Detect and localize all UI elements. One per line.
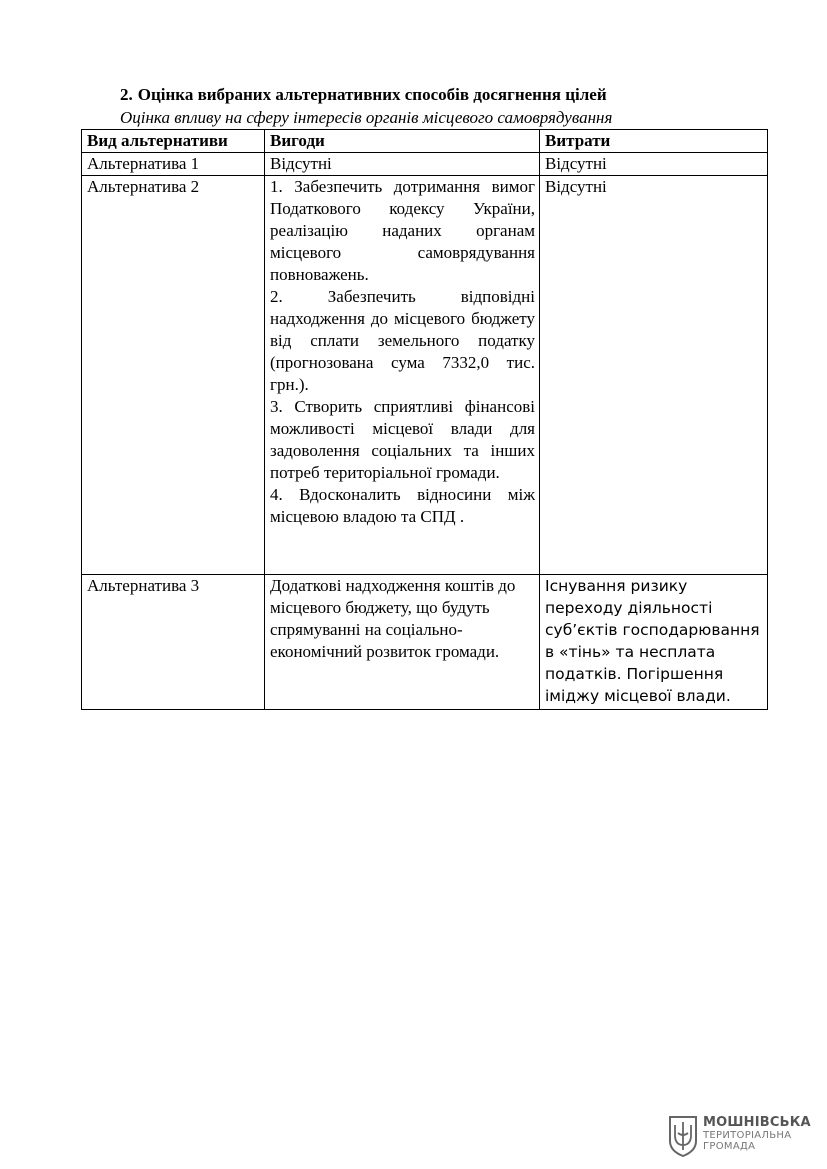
table-row	[82, 176, 768, 575]
logo-title: МОШНІВСЬКА	[703, 1115, 811, 1130]
section-subtitle: Оцінка впливу на сферу інтересів органів місцевого самоврядування	[120, 108, 613, 127]
section-heading	[120, 85, 607, 105]
trident-coat-of-arms-icon	[668, 1115, 698, 1157]
logo-subtitle: ТЕРИТОРІАЛЬНА	[703, 1130, 792, 1141]
section-number: 2.	[120, 85, 133, 104]
alternative-name: Альтернатива 1	[82, 153, 265, 176]
header-benefits: Вигоди	[265, 130, 540, 153]
alternative-costs: Відсутні	[540, 153, 768, 176]
community-logo	[668, 1115, 811, 1157]
benefit-item: 2. Забезпечить відповідні надходження до місцевого бюджету від сплати земельного податку (прогнозована сума 7332,0 тис. грн.).	[270, 287, 535, 394]
alternative-benefits: Відсутні	[265, 153, 540, 176]
alternative-benefits	[265, 176, 540, 575]
table-header-row	[82, 130, 768, 153]
benefit-item: 1. Забезпечить дотримання вимог Податкового кодексу України, реалізацію наданих органам місцевого самоврядування повноважень.	[270, 177, 535, 284]
alternative-name: Альтернатива 2	[82, 176, 265, 575]
section-title: Оцінка вибраних альтернативних способів досягнення цілей	[137, 85, 607, 104]
logo-subtitle: ГРОМАДА	[703, 1141, 756, 1152]
alternative-name: Альтернатива 3	[82, 575, 265, 710]
table-row	[82, 153, 768, 176]
table-row	[82, 575, 768, 710]
header-costs: Витрати	[540, 130, 768, 153]
benefit-item: 3. Створить сприятливі фінансові можливості місцевої влади для задоволення соціальних та інших потреб територіальної громади.	[270, 397, 535, 482]
alternative-costs: Відсутні	[540, 176, 768, 575]
alternative-costs: Існування ризику переходу діяльності суб’єктів господарювання в «тінь» та несплата податків. Погіршення іміджу місцевої влади.	[540, 575, 768, 710]
header-alternative-type: Вид альтернативи	[82, 130, 265, 153]
alternative-benefits: Додаткові надходження коштів до місцевого бюджету, що будуть спрямуванні на соціально- економічний розвиток громади.	[265, 575, 540, 710]
alternatives-table	[81, 129, 768, 710]
benefit-item: 4. Вдосконалить відносини між місцевою владою та СПД .	[270, 485, 535, 526]
